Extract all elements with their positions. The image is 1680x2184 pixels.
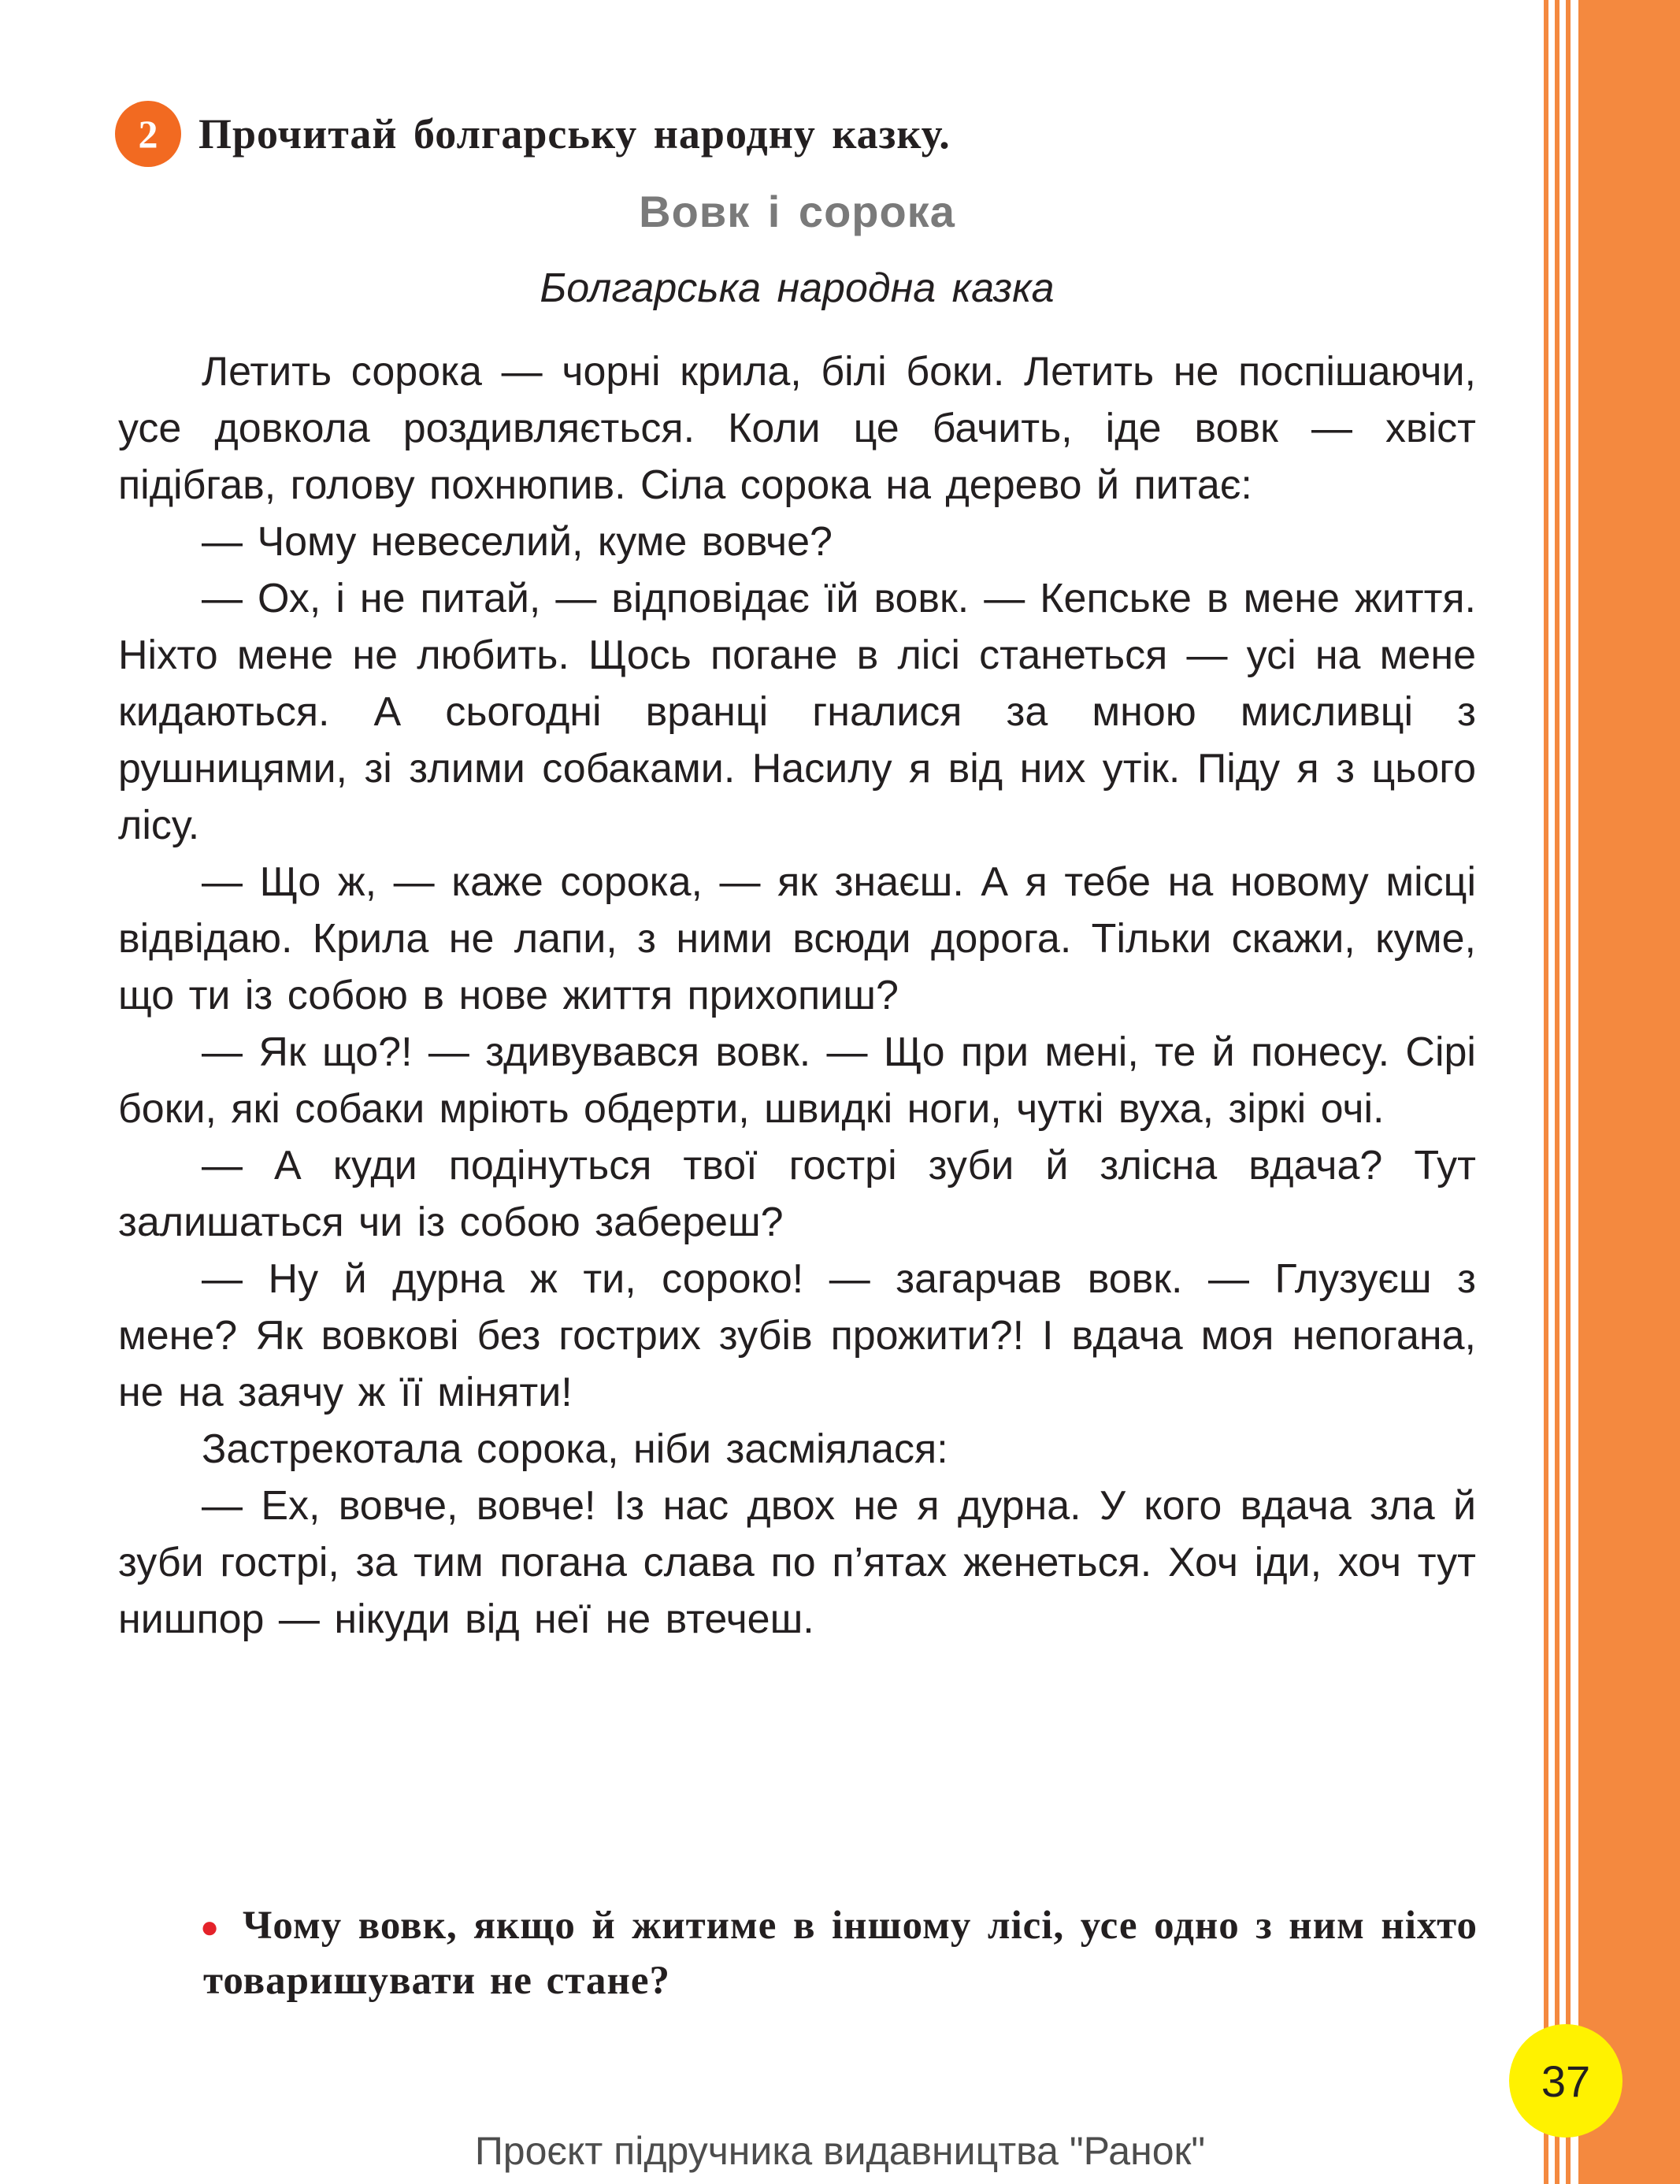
story-paragraph: — Ну й дурна ж ти, сороко! — загарчав вовк. — Глузуєш з мене? Як вовкові без гострих зубів прожити?! І вдача моя непогана, не на заячу ж її міняти! <box>118 1256 1476 1415</box>
edge-stripe-3 <box>1566 0 1571 2184</box>
story-title: Вовк і сорока <box>639 187 955 236</box>
edge-stripe-1 <box>1544 0 1548 2184</box>
edge-stripe-2 <box>1555 0 1559 2184</box>
task-header <box>115 102 951 165</box>
story-text <box>118 343 1476 1648</box>
story-paragraph: — Ех, вовче, вовче! Із нас двох не я дурна. У кого вдача зла й зуби гострі, за тим погана слава по п’ятах женеться. Хоч іди, хоч тут нишпор — нікуди від неї не втечеш. <box>118 1483 1476 1642</box>
story-paragraph: — А куди подінуться твої гострі зуби й злісна вдача? Тут залишаться чи із собою забереш? <box>118 1143 1476 1245</box>
story-paragraph: — Ох, і не питай, — відповідає їй вовк. — Кепське в мене життя. Ніхто мене не любить. Щось погане в лісі станеться — усі на мене кидаються. А сьогодні вранці гналися за мною мисливці з рушницями, зі злими собаками. Насилу я від них утік. Піду я з цього лісу. <box>118 576 1476 848</box>
task-instruction: Прочитай болгарську народну казку. <box>198 110 951 158</box>
story-paragraph: Застрекотала сорока, ніби засміялася: <box>202 1426 948 1472</box>
story-paragraph: — Що ж, — каже сорока, — як знаєш. А я тебе на новому місці відвідаю. Крила не лапи, з ними всюди дорога. Тільки скажи, куме, що ти із собою в нове життя прихопиш? <box>118 859 1476 1018</box>
story-paragraph: — Як що?! — здивувався вовк. — Що при мені, те й понесу. Сірі боки, які собаки мріють обдерти, швидкі ноги, чуткі вуха, зіркі очі. <box>118 1029 1476 1132</box>
story-paragraph: Летить сорока — чорні крила, білі боки. Летить не поспішаючи, усе довкола роздивляється. Коли це бачить, іде вовк — хвіст підібгав, голову похнюпив. Сіла сорока на дерево й питає: <box>118 349 1476 508</box>
edge-band <box>1578 0 1680 2184</box>
footer-note: Проєкт підручника видавництва "Ранок" <box>474 2129 1206 2173</box>
question-label: Чому вовк, якщо й житиме в іншому лісі, усе одно з ним ніхто товаришувати не стане? <box>203 1904 1478 2003</box>
story-paragraph: — Чому невеселий, куме вовче? <box>202 519 833 565</box>
story-subtitle: Болгарська народна казка <box>540 265 1055 311</box>
question-text <box>203 1898 1478 2008</box>
task-number-badge: 2 <box>115 101 181 167</box>
page-number-badge: 37 <box>1509 2024 1623 2138</box>
bullet-icon: ● <box>200 1910 220 1945</box>
